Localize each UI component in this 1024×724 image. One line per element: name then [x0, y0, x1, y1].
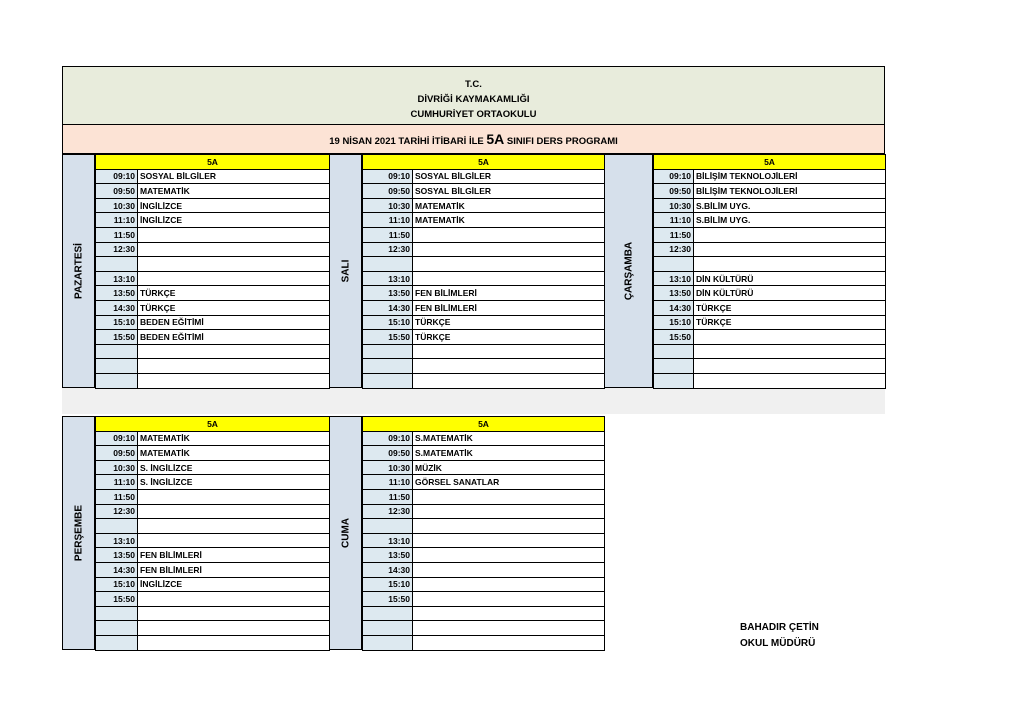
table-row — [363, 592, 605, 607]
day-name: ÇARŞAMBA — [623, 241, 634, 300]
table-row — [363, 446, 605, 461]
subject-cell: S. İNGİLİZCE — [138, 475, 330, 490]
subject-cell — [413, 359, 605, 374]
time-cell — [96, 373, 138, 388]
subject-cell — [413, 635, 605, 650]
subject-cell: SOSYAL BİLGİLER — [138, 169, 330, 184]
time-cell: 14:30 — [363, 562, 413, 577]
table-row — [96, 271, 330, 286]
time-cell: 15:10 — [96, 315, 138, 330]
day-label-4 — [329, 416, 362, 650]
subject-cell: SOSYAL BİLGİLER — [413, 169, 605, 184]
day-name: SALI — [340, 259, 351, 283]
subject-cell — [413, 504, 605, 519]
table-row — [96, 198, 330, 213]
table-row — [363, 330, 605, 345]
table-row — [363, 519, 605, 534]
subject-cell — [138, 257, 330, 272]
subject-cell — [413, 519, 605, 534]
subject-cell: BİLİŞİM TEKNOLOJİLERİ — [694, 169, 886, 184]
time-cell: 09:10 — [654, 169, 694, 184]
class-header: 5A — [363, 417, 605, 432]
header-line-2: DİVRİĞİ KAYMAKAMLIĞI — [417, 94, 530, 105]
subject-cell — [694, 227, 886, 242]
subject-cell — [694, 242, 886, 257]
time-cell — [96, 359, 138, 374]
time-cell: 10:30 — [96, 460, 138, 475]
table-row — [654, 300, 886, 315]
table-row — [363, 489, 605, 504]
subject-cell — [413, 489, 605, 504]
table-row — [654, 198, 886, 213]
subject-cell — [413, 271, 605, 286]
time-cell: 12:30 — [363, 242, 413, 257]
day-name: PAZARTESİ — [73, 242, 84, 299]
time-cell — [363, 373, 413, 388]
table-row — [96, 330, 330, 345]
subject-cell: FEN BİLİMLERİ — [413, 300, 605, 315]
subject-cell — [694, 373, 886, 388]
time-cell: 09:50 — [363, 446, 413, 461]
time-cell: 09:50 — [654, 184, 694, 199]
subject-cell: İNGİLİZCE — [138, 577, 330, 592]
time-cell — [363, 344, 413, 359]
subject-cell: TÜRKÇE — [694, 300, 886, 315]
table-row — [363, 562, 605, 577]
subject-cell: MATEMATİK — [413, 198, 605, 213]
table-row — [654, 271, 886, 286]
table-row — [654, 330, 886, 345]
day-table-3 — [95, 416, 330, 651]
subject-cell: MATEMATİK — [138, 446, 330, 461]
day-label-1 — [329, 154, 362, 388]
title-suffix: SINIFI DERS PROGRAMI — [504, 136, 618, 147]
subject-cell: TÜRKÇE — [413, 315, 605, 330]
time-cell — [363, 606, 413, 621]
subject-cell: GÖRSEL SANATLAR — [413, 475, 605, 490]
time-cell: 13:10 — [96, 271, 138, 286]
subject-cell — [138, 592, 330, 607]
subject-cell: MÜZİK — [413, 460, 605, 475]
time-cell: 10:30 — [654, 198, 694, 213]
table-row — [654, 227, 886, 242]
time-cell: 13:10 — [363, 533, 413, 548]
subject-cell — [138, 344, 330, 359]
subject-cell: S.BİLİM UYG. — [694, 198, 886, 213]
time-cell: 13:10 — [654, 271, 694, 286]
table-row — [363, 431, 605, 446]
title-class: 5A — [486, 131, 505, 147]
table-row — [363, 227, 605, 242]
subject-cell: FEN BİLİMLERİ — [413, 286, 605, 301]
time-cell: 11:10 — [654, 213, 694, 228]
subject-cell — [413, 606, 605, 621]
table-row — [96, 606, 330, 621]
time-cell: 15:50 — [654, 330, 694, 345]
table-row — [363, 533, 605, 548]
subject-cell — [413, 562, 605, 577]
table-row — [96, 300, 330, 315]
day-label-0 — [62, 154, 95, 388]
table-row — [96, 489, 330, 504]
subject-cell — [413, 533, 605, 548]
table-row — [654, 242, 886, 257]
time-cell — [654, 257, 694, 272]
subject-cell — [138, 519, 330, 534]
table-row — [363, 300, 605, 315]
time-cell: 12:30 — [654, 242, 694, 257]
table-row — [654, 286, 886, 301]
table-row — [363, 504, 605, 519]
schedule-title — [62, 125, 885, 154]
table-row — [363, 169, 605, 184]
time-cell — [96, 606, 138, 621]
subject-cell — [413, 242, 605, 257]
table-row — [96, 344, 330, 359]
table-row — [96, 548, 330, 563]
subject-cell: TÜRKÇE — [138, 286, 330, 301]
subject-cell: SOSYAL BİLGİLER — [413, 184, 605, 199]
table-row — [654, 344, 886, 359]
subject-cell: FEN BİLİMLERİ — [138, 548, 330, 563]
table-row — [363, 242, 605, 257]
day-table-1 — [362, 154, 605, 389]
time-cell: 15:10 — [363, 315, 413, 330]
subject-cell — [138, 359, 330, 374]
subject-cell: BİLİŞİM TEKNOLOJİLERİ — [694, 184, 886, 199]
school-header — [62, 66, 885, 125]
table-row — [654, 213, 886, 228]
time-cell: 12:30 — [96, 242, 138, 257]
table-row — [96, 257, 330, 272]
time-cell: 15:10 — [96, 577, 138, 592]
time-cell — [363, 257, 413, 272]
subject-cell: TÜRKÇE — [138, 300, 330, 315]
time-cell: 11:50 — [96, 489, 138, 504]
subject-cell: MATEMATİK — [138, 431, 330, 446]
day-label-3 — [62, 416, 95, 650]
day-label-2 — [604, 154, 653, 388]
time-cell: 11:10 — [363, 213, 413, 228]
subject-cell: MATEMATİK — [413, 213, 605, 228]
time-cell: 09:50 — [363, 184, 413, 199]
time-cell: 10:30 — [363, 460, 413, 475]
table-row — [363, 184, 605, 199]
table-row — [96, 446, 330, 461]
day-table-4 — [362, 416, 605, 651]
table-row — [96, 621, 330, 636]
time-cell: 14:30 — [363, 300, 413, 315]
subject-cell — [138, 635, 330, 650]
subject-cell — [413, 344, 605, 359]
subject-cell: DİN KÜLTÜRÜ — [694, 286, 886, 301]
table-row — [363, 621, 605, 636]
table-row — [96, 169, 330, 184]
table-row — [96, 533, 330, 548]
table-row — [363, 198, 605, 213]
subject-cell: FEN BİLİMLERİ — [138, 562, 330, 577]
time-cell: 14:30 — [96, 562, 138, 577]
table-row — [363, 344, 605, 359]
time-cell: 09:10 — [96, 431, 138, 446]
table-row — [96, 359, 330, 374]
table-row — [96, 286, 330, 301]
time-cell — [363, 359, 413, 374]
time-cell: 11:50 — [363, 227, 413, 242]
subject-cell — [413, 257, 605, 272]
table-row — [654, 184, 886, 199]
time-cell: 09:50 — [96, 184, 138, 199]
table-row — [96, 373, 330, 388]
subject-cell: S.MATEMATİK — [413, 431, 605, 446]
signature-name: BAHADIR ÇETİN — [740, 622, 819, 633]
time-cell — [654, 344, 694, 359]
table-row — [363, 373, 605, 388]
table-row — [654, 359, 886, 374]
table-row — [96, 519, 330, 534]
time-cell: 15:50 — [96, 330, 138, 345]
table-row — [654, 373, 886, 388]
subject-cell: BEDEN EĞİTİMİ — [138, 330, 330, 345]
table-row — [654, 315, 886, 330]
time-cell: 11:10 — [96, 475, 138, 490]
subject-cell: MATEMATİK — [138, 184, 330, 199]
table-row — [96, 577, 330, 592]
table-row — [96, 562, 330, 577]
time-cell: 13:10 — [96, 533, 138, 548]
table-row — [96, 184, 330, 199]
table-row — [96, 592, 330, 607]
time-cell: 11:10 — [96, 213, 138, 228]
time-cell: 09:10 — [363, 431, 413, 446]
subject-cell: İNGİLİZCE — [138, 198, 330, 213]
time-cell: 09:10 — [96, 169, 138, 184]
time-cell: 09:50 — [96, 446, 138, 461]
subject-cell: S.MATEMATİK — [413, 446, 605, 461]
subject-cell — [138, 271, 330, 286]
time-cell — [96, 344, 138, 359]
table-row — [363, 460, 605, 475]
time-cell: 13:50 — [96, 548, 138, 563]
day-name: PERŞEMBE — [73, 504, 84, 561]
subject-cell — [138, 227, 330, 242]
time-cell — [363, 635, 413, 650]
signature — [740, 620, 819, 652]
time-cell: 12:30 — [96, 504, 138, 519]
time-cell: 14:30 — [96, 300, 138, 315]
table-row — [363, 271, 605, 286]
time-cell — [96, 257, 138, 272]
table-row — [96, 475, 330, 490]
subject-cell — [138, 373, 330, 388]
header-line-3: CUMHURİYET ORTAOKULU — [410, 109, 537, 120]
table-row — [363, 213, 605, 228]
subject-cell — [694, 257, 886, 272]
time-cell: 13:50 — [363, 548, 413, 563]
subject-cell — [694, 330, 886, 345]
subject-cell — [138, 489, 330, 504]
table-row — [363, 548, 605, 563]
class-header: 5A — [96, 155, 330, 170]
table-row — [96, 504, 330, 519]
subject-cell — [413, 373, 605, 388]
time-cell — [96, 635, 138, 650]
table-row — [363, 475, 605, 490]
time-cell: 11:50 — [654, 227, 694, 242]
time-cell: 13:50 — [654, 286, 694, 301]
table-row — [363, 359, 605, 374]
time-cell: 09:10 — [363, 169, 413, 184]
table-row — [96, 227, 330, 242]
signature-title: OKUL MÜDÜRÜ — [740, 638, 816, 649]
subject-cell — [413, 548, 605, 563]
subject-cell: DİN KÜLTÜRÜ — [694, 271, 886, 286]
subject-cell: TÜRKÇE — [694, 315, 886, 330]
time-cell — [363, 621, 413, 636]
time-cell: 11:50 — [96, 227, 138, 242]
table-row — [96, 635, 330, 650]
subject-cell — [138, 242, 330, 257]
title-prefix: 19 NİSAN 2021 TARİHİ İTİBARİ İLE — [329, 136, 487, 147]
subject-cell — [413, 227, 605, 242]
table-row — [96, 242, 330, 257]
time-cell: 12:30 — [363, 504, 413, 519]
time-cell: 13:50 — [363, 286, 413, 301]
class-header: 5A — [654, 155, 886, 170]
time-cell: 13:10 — [363, 271, 413, 286]
time-cell: 15:50 — [363, 592, 413, 607]
day-table-2 — [653, 154, 886, 389]
subject-cell: TÜRKÇE — [413, 330, 605, 345]
time-cell — [654, 359, 694, 374]
time-cell: 11:10 — [363, 475, 413, 490]
time-cell: 11:50 — [363, 489, 413, 504]
time-cell: 15:50 — [96, 592, 138, 607]
separator-band — [62, 388, 885, 414]
subject-cell — [413, 577, 605, 592]
time-cell — [96, 621, 138, 636]
time-cell — [363, 519, 413, 534]
header-line-1: T.C. — [465, 79, 482, 90]
class-header: 5A — [96, 417, 330, 432]
table-row — [654, 257, 886, 272]
subject-cell — [694, 344, 886, 359]
time-cell: 14:30 — [654, 300, 694, 315]
subject-cell — [138, 504, 330, 519]
table-row — [363, 635, 605, 650]
subject-cell — [413, 592, 605, 607]
subject-cell — [694, 359, 886, 374]
day-name: CUMA — [340, 517, 351, 548]
table-row — [363, 606, 605, 621]
subject-cell — [138, 621, 330, 636]
time-cell: 15:50 — [363, 330, 413, 345]
table-row — [96, 213, 330, 228]
table-row — [363, 286, 605, 301]
time-cell: 10:30 — [363, 198, 413, 213]
table-row — [96, 315, 330, 330]
subject-cell: İNGİLİZCE — [138, 213, 330, 228]
table-row — [363, 577, 605, 592]
subject-cell — [413, 621, 605, 636]
subject-cell — [138, 606, 330, 621]
subject-cell: S.BİLİM UYG. — [694, 213, 886, 228]
subject-cell: BEDEN EĞİTİMİ — [138, 315, 330, 330]
table-row — [654, 169, 886, 184]
table-row — [363, 315, 605, 330]
time-cell: 13:50 — [96, 286, 138, 301]
day-table-0 — [95, 154, 330, 389]
table-row — [96, 460, 330, 475]
time-cell: 15:10 — [363, 577, 413, 592]
time-cell: 10:30 — [96, 198, 138, 213]
table-row — [363, 257, 605, 272]
time-cell — [96, 519, 138, 534]
subject-cell: S. İNGİLİZCE — [138, 460, 330, 475]
subject-cell — [138, 533, 330, 548]
class-header: 5A — [363, 155, 605, 170]
time-cell: 15:10 — [654, 315, 694, 330]
time-cell — [654, 373, 694, 388]
table-row — [96, 431, 330, 446]
